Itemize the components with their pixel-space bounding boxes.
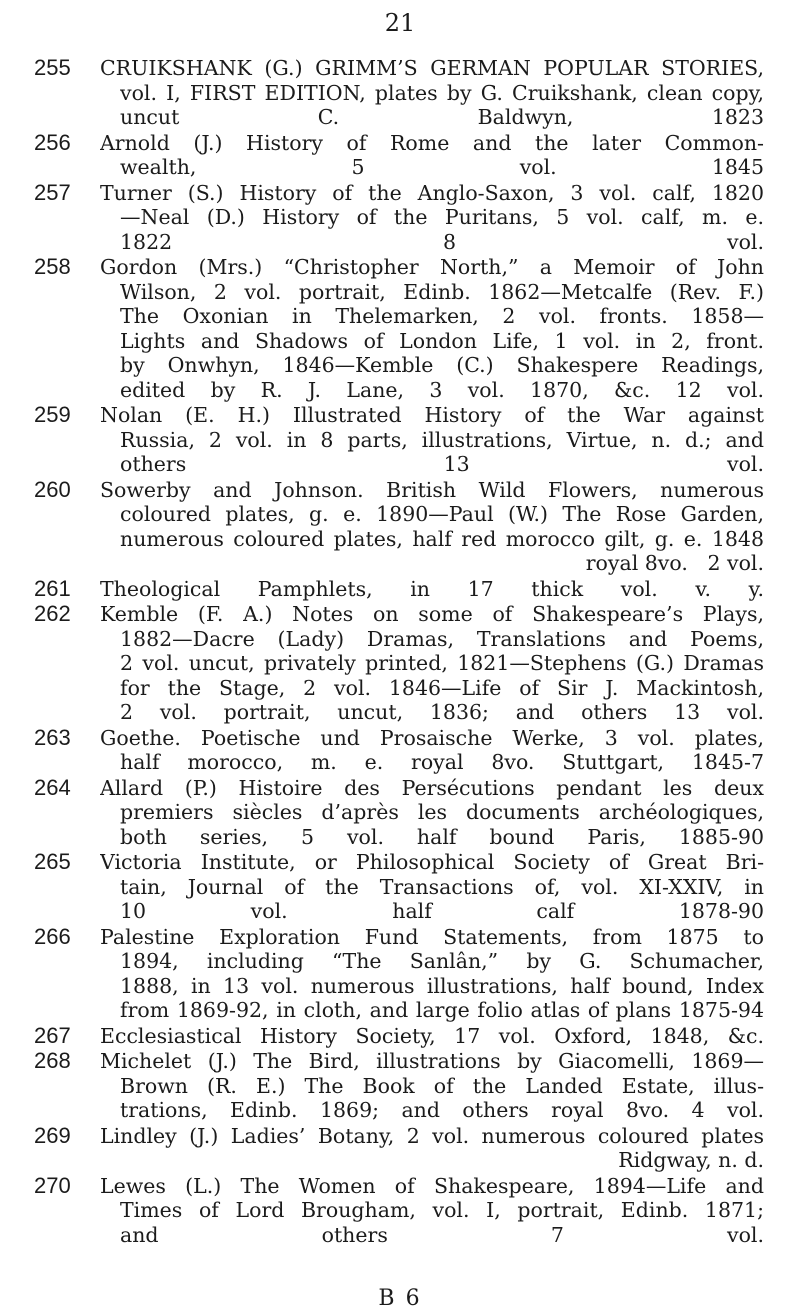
lot-entry (0, 1049, 800, 1123)
lot-entry (0, 850, 800, 924)
lot-description-line: vol. I, FIRST EDITION, plates by G. Cruikshank, clean copy, (120, 80, 764, 105)
lot-number: 255 (34, 55, 71, 80)
lot-number: 269 (34, 1122, 71, 1148)
lot-number: 262 (34, 601, 71, 626)
lot-list (0, 56, 800, 1248)
lot-entry (0, 1174, 800, 1248)
lot-description-line: both series, 5 vol. half bound Paris, 1885-90 (120, 824, 764, 849)
lot-description-line: Nolan (E. H.) Illustrated History of the War against (100, 403, 764, 427)
lot-description-line: by Onwhyn, 1846—Kemble (C.) Shakespere Readings, (120, 353, 764, 377)
lot-description-line: coloured plates, g. e. 1890—Paul (W.) The Rose Garden, (120, 502, 764, 526)
lot-description-line: Brown (R. E.) The Book of the Landed Estate, illus- (120, 1073, 764, 1098)
lot-description-line: Allard (P.) Histoire des Persécutions pendant les deux (100, 775, 764, 800)
lot-number: 257 (34, 179, 71, 205)
lot-number: 264 (34, 774, 71, 800)
lot-description-line: 10 vol. half calf 1878-90 (120, 899, 764, 923)
lot-description-line: Sowerby and Johnson. British Wild Flowers, numerous (100, 477, 764, 502)
lot-description-line: Russia, 2 vol. in 8 parts, illustrations, Virtue, n. d.; and (120, 427, 764, 452)
lot-number: 258 (34, 254, 71, 279)
lot-number: 261 (34, 575, 71, 601)
lot-description-line: Goethe. Poetische und Prosaische Werke, 3 vol. plates, (100, 725, 764, 750)
lot-description-line: numerous coloured plates, half red morocco gilt, g. e. 1848 (120, 526, 764, 551)
lot-description-line: wealth, 5 vol. 1845 (120, 155, 764, 179)
lot-description-line: Victoria Institute, or Philosophical Society of Great Bri- (100, 850, 764, 874)
lot-description-line: Ecclesiastical History Society, 17 vol. Oxford, 1848, &c. (100, 1023, 764, 1048)
lot-number: 260 (34, 476, 71, 502)
lot-number: 267 (34, 1022, 71, 1048)
lot-number: 263 (34, 724, 71, 750)
lot-description-line: for the Stage, 2 vol. 1846—Life of Sir J. Mackintosh, (120, 675, 764, 700)
lot-description-line: others 13 vol. (120, 452, 764, 476)
lot-description-line: 1888, in 13 vol. numerous illustrations, half bound, Index (120, 973, 764, 998)
lot-number: 259 (34, 402, 71, 427)
lot-description-line: premiers siècles d’après les documents archéologiques, (120, 800, 764, 824)
lot-description-line: uncut C. Baldwyn, 1823 (120, 105, 764, 129)
lot-description-line: Arnold (J.) History of Rome and the later Common- (100, 130, 764, 155)
lot-description-line: Lindley (J.) Ladies’ Botany, 2 vol. numerous coloured plates (100, 1123, 764, 1148)
lot-entry (0, 925, 800, 1023)
lot-description-line: and others 7 vol. (120, 1222, 764, 1247)
lot-description-line: The Oxonian in Thelemarken, 2 vol. fronts. 1858— (120, 304, 764, 328)
lot-description-line: Kemble (F. A.) Notes on some of Shakespeare’s Plays, (100, 602, 764, 626)
lot-number: 270 (34, 1172, 71, 1198)
lot-description-line: 2 vol. uncut, privately printed, 1821—Stephens (G.) Dramas (120, 651, 764, 675)
lot-description-line: 1894, including “The Sanlân,” by G. Schumacher, (120, 949, 764, 973)
lot-entry (0, 131, 800, 180)
lot-description-line: 2 vol. portrait, uncut, 1836; and others 13 vol. (120, 700, 764, 724)
lot-entry (0, 403, 800, 477)
lot-description-line: Theological Pamphlets, in 17 thick vol. v. y. (100, 576, 764, 601)
lot-entry (0, 602, 800, 725)
lot-description-line: Times of Lord Brougham, vol. I, portrait, Edinb. 1871; (120, 1198, 764, 1222)
lot-description-line: Lewes (L.) The Women of Shakespeare, 1894—Life and (100, 1173, 764, 1198)
lot-entry (0, 726, 800, 775)
lot-number: 256 (34, 129, 71, 155)
lot-description-line: Gordon (Mrs.) “Christopher North,” a Memoir of John (100, 255, 764, 279)
page-number: 21 (384, 9, 416, 37)
lot-description-line: trations, Edinb. 1869; and others royal 8vo. 4 vol. (120, 1098, 764, 1122)
lot-description-line: tain, Journal of the Transactions of, vol. XI-XXIV, in (120, 874, 764, 899)
lot-entry (0, 1024, 800, 1049)
lot-description-line: —Neal (D.) History of the Puritans, 5 vol. calf, m. e. (120, 205, 764, 229)
lot-description-line: Ridgway, n. d. (618, 1148, 764, 1172)
lot-description-line: Turner (S.) History of the Anglo-Saxon, 3 vol. calf, 1820 (100, 180, 764, 205)
lot-description-line: edited by R. J. Lane, 3 vol. 1870, &c. 12 vol. (120, 377, 764, 402)
lot-description-line: half morocco, m. e. royal 8vo. Stuttgart, 1845-7 (120, 750, 764, 774)
lot-entry (0, 577, 800, 602)
lot-description-line: royal 8vo. 2 vol. (585, 551, 764, 575)
lot-entry (0, 56, 800, 130)
lot-entry (0, 181, 800, 255)
signature-mark: B 6 (378, 1286, 422, 1311)
lot-description-line: Palestine Exploration Fund Statements, from 1875 to (100, 924, 764, 949)
lot-description-line: CRUIKSHANK (G.) GRIMM’S GERMAN POPULAR STORIES, (100, 56, 764, 80)
lot-number: 266 (34, 923, 71, 949)
lot-entry (0, 776, 800, 850)
lot-description-line: Wilson, 2 vol. portrait, Edinb. 1862—Metcalfe (Rev. F.) (120, 279, 764, 304)
lot-description-line: 1882—Dacre (Lady) Dramas, Translations and Poems, (120, 626, 764, 651)
lot-description-line: 1822 8 vol. (120, 229, 764, 254)
lot-description-line: Michelet (J.) The Bird, illustrations by Giacomelli, 1869— (100, 1049, 764, 1073)
lot-description-line: Lights and Shadows of London Life, 1 vol. in 2, front. (120, 328, 764, 353)
lot-number: 268 (34, 1048, 71, 1073)
lot-number: 265 (34, 849, 71, 874)
lot-entry (0, 255, 800, 402)
lot-entry (0, 1124, 800, 1173)
lot-entry (0, 478, 800, 576)
lot-description-line: from 1869-92, in cloth, and large folio atlas of plans 1875-94 (120, 998, 764, 1022)
